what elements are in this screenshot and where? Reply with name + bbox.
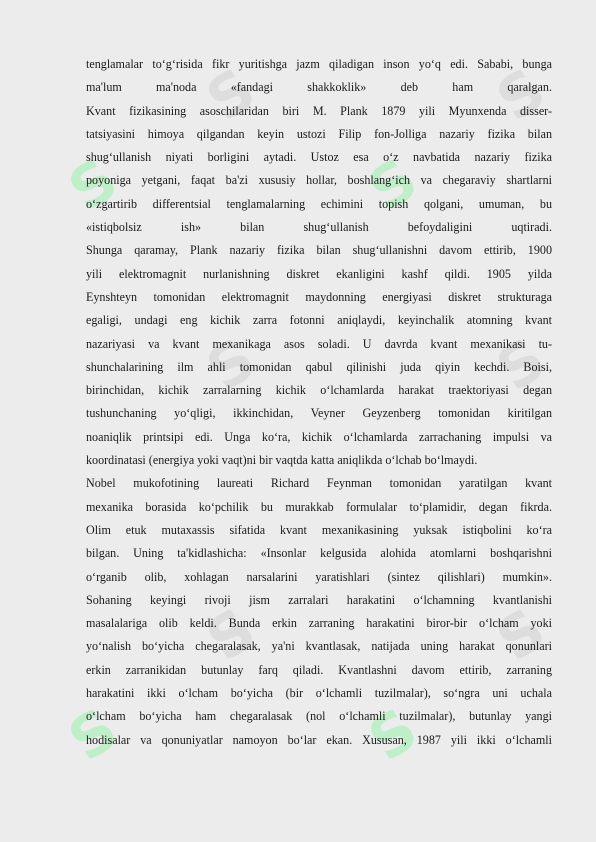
text-line: harakatini ikki o‘lcham bo‘yicha (bir o‘lchamli tuzilmalar), so‘ngra uni uchala [86,686,552,701]
text-line: hodisalar va qonuniyatlar namoyon bo‘lar ekan. Xususan, 1987 yili ikki o‘lchamli [86,732,552,747]
text-line: Olim etuk mutaxassis sifatida kvant mexanikasining yuksak istiqbolini ko‘ra [86,522,552,537]
body-text [86,53,552,752]
text-line: koordinatasi (energiya yoki vaqt)ni bir vaqtda katta aniqlikda o‘lchab bo‘lmaydi. [86,453,478,468]
text-line: tenglamalar to‘g‘risida fikr yuritishga jazm qiladigan inson yo‘q edi. Sababi, bunga [86,57,552,71]
text-line: egaligi, undagi eng kichik zarra fotonni aniqlaydi, keyinchalik atomning kvant [86,313,552,328]
text-line: yili elektromagnit nurlanishning diskret ekanligini kashf qildi. 1905 yilda [86,266,552,281]
watermark-green-left-top: S [56,143,132,225]
watermark-green-right-top: S [356,143,432,225]
text-line: o‘rganib olib, xohlagan narsalarini yaratishlari (sintez qilishlari) mumkin». [86,569,552,584]
paragraph [86,239,552,472]
text-line: tatsiyasini himoya qilgandan keyin ustozi Filip fon-Jolliga nazariy fizika bilan [86,126,552,141]
watermark-gray-5: S [194,593,270,675]
text-line: noaniqlik printsipi edi. Unga ko‘ra, kichik o‘lchamlarda zarrachaning impulsi va [86,429,552,444]
text-line: Nobel mukofotining laureati Richard Feynman tomonidan yaratilgan kvant [86,476,552,491]
paragraph [86,472,552,752]
text-line: mexanika borasida ko‘pchilik bu murakkab formulalar to‘plamidir, degan fikrda. [86,499,552,514]
text-line: poyoniga yetgani, faqat ba'zi xususiy hollar, boshlang‘ich va chegaraviy shartlarni [86,173,552,188]
text-line: shunchalarining ilm ahli tomonidan qabul qilinishi juda qiyin kechdi. Boisi, [86,359,552,374]
watermark-gray-4: S [484,323,560,405]
text-line: o‘lcham bo‘yicha ham chegaralasak (nol o‘lchamli tuzilmalar), butunlay yangi [86,709,552,724]
text-line: Sohaning keyingi rivoji jism zarralari harakatini o‘lchamning kvantlanishi [86,592,552,607]
paragraph [86,53,552,100]
text-line: nazariyasi va kvant mexanikaga asos soladi. U davrda kvant mexanikasi tu- [86,336,552,351]
text-line: birinchidan, kichik zarralarning kichik o‘lchamlarda harakat traektoriyasi degan [86,383,552,398]
text-line: bilgan. Uning ta'kidlashicha: «Insonlar kelgusida alohida atomlarni boshqarishni [86,546,552,561]
text-line: Shunga qaramay, Plank nazariy fizika bilan shug‘ullanishni davom ettirib, 1900 [86,243,552,258]
text-line: shug‘ullanish niyati borligini aytadi. Ustoz esa o‘z navbatida nazariy fizika [86,150,552,165]
text-line: tushunchaning yo‘qligi, ikkinchidan, Veyner Geyzenberg tomonidan kiritilgan [86,406,552,421]
watermark-gray-2: S [484,53,560,135]
watermark-green-left-bottom: S [56,693,132,775]
watermark-gray-1: S [194,53,270,135]
text-line: yo‘nalish bo‘yicha chegaralasak, ya'ni kvantlasak, natijada uning harakat qonunlari [86,639,552,654]
watermark-gray-6: S [484,593,560,675]
watermark-gray-3: S [194,323,270,405]
text-line: Eynshteyn tomonidan elektromagnit maydonning energiyasi diskret strukturaga [86,289,552,304]
text-line: o‘zgartirib differentsial tenglamalarning echimini topish qolgani, umuman, bu [86,196,552,211]
text-line: Kvant fizikasining asoschilaridan biri M. Plank 1879 yili Myunxenda disser- [86,103,552,118]
text-line: erkin zarranikidan butunlay farq qiladi. Kvantlashni davom ettirib, zarraning [86,662,552,677]
text-line: «istiqbolsiz ish» bilan shug‘ullanish befoydaligini uqtiradi. [86,220,552,235]
text-line: ma'lum ma'noda «fandagi shakkoklik» deb ham qaralgan. [86,80,552,95]
paragraph [86,100,552,240]
watermark-green-right-bottom: S [356,693,432,775]
text-line: masalalariga olib keldi. Bunda erkin zarraning harakatini biror-bir o‘lcham yoki [86,616,552,631]
